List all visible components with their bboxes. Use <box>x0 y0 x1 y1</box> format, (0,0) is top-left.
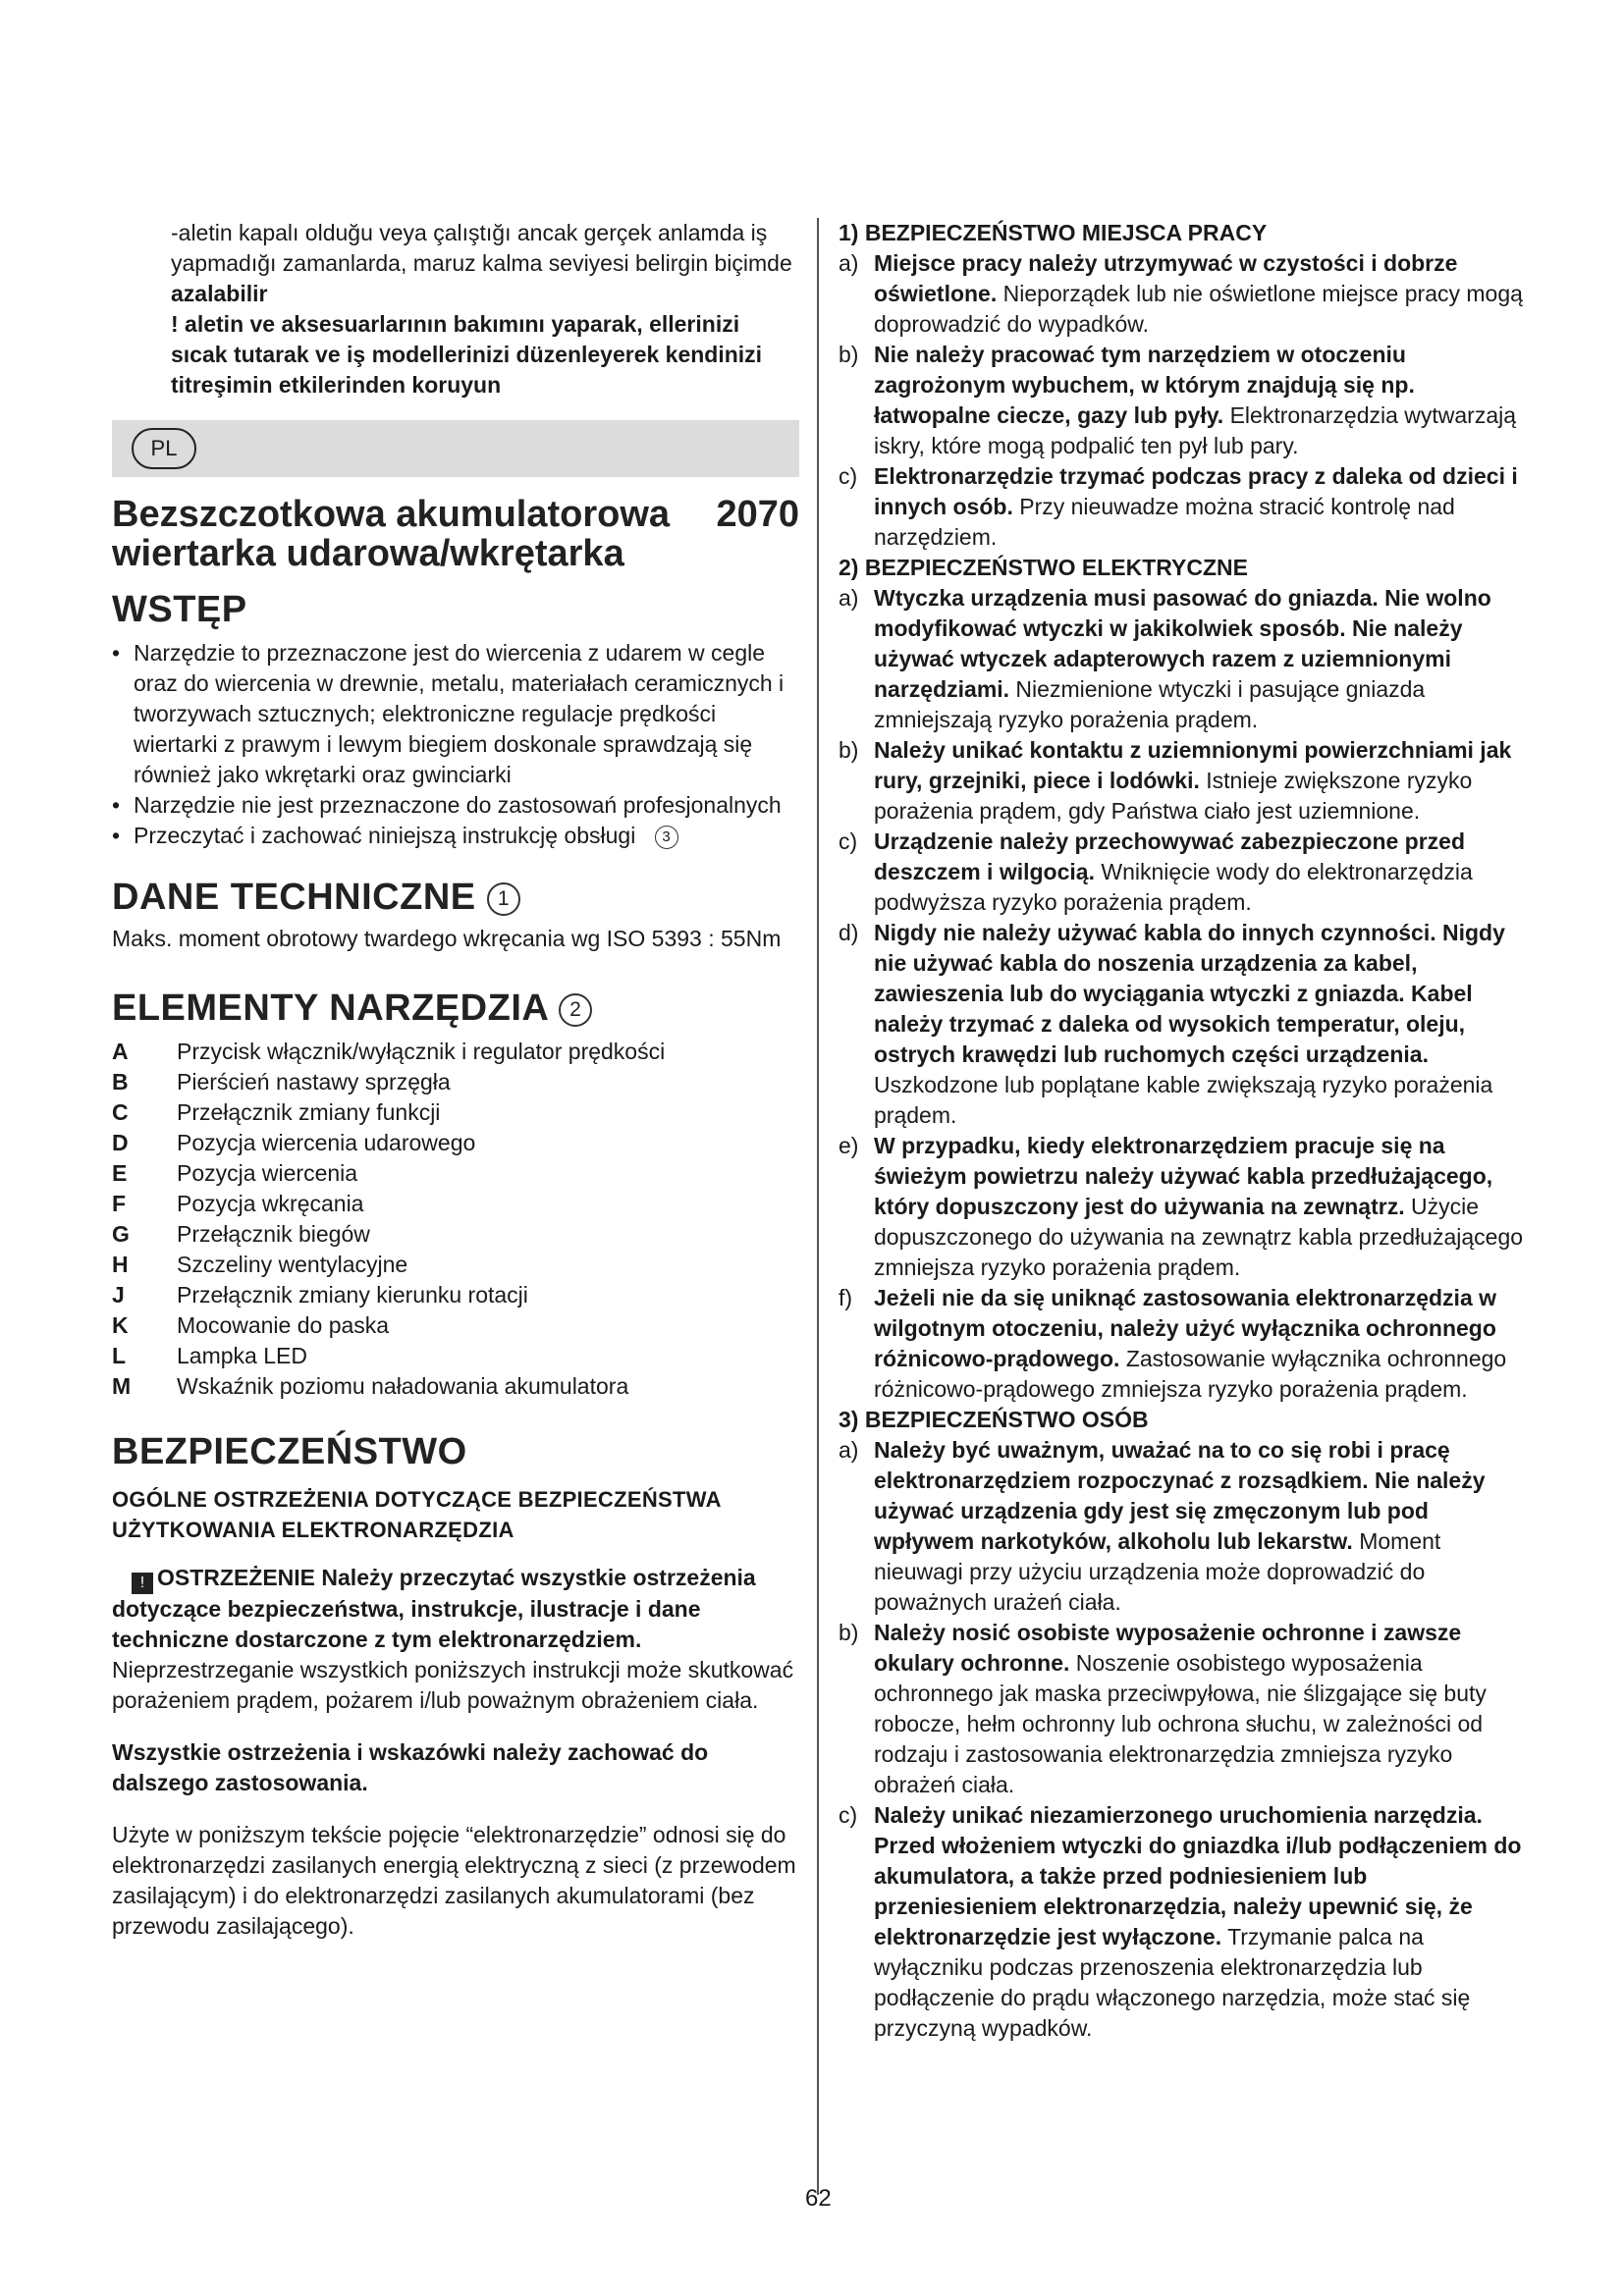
intro-bullet-text: Przeczytać i zachować niniejszą instrukcję obsługi <box>134 823 636 848</box>
intro-list <box>112 638 799 851</box>
element-text: Przełącznik zmiany kierunku rotacji <box>177 1282 528 1308</box>
section-heading: 1) BEZPIECZEŃSTWO MIEJSCA PRACY <box>839 220 1268 245</box>
item-label: a) <box>839 1437 859 1463</box>
item-label: c) <box>839 1802 858 1828</box>
item-text: Noszenie osobistego wyposażenia ochronnego jak maska przeciwpyłowa, nie ślizgające się buty robocze, hełm ochronny lub ochrona słuchu, w zależności od rodzaju i zastosowania elektronarzędzia zmniejsza ryzyko obrażeń ciała. <box>874 1650 1487 1797</box>
element-letter: E <box>112 1160 128 1186</box>
elements-heading-text: ELEMENTY NARZĘDZIA <box>112 988 548 1029</box>
element-letter: D <box>112 1130 129 1155</box>
page-number: 62 <box>805 2185 832 2212</box>
warning-bold-text: OSTRZEŻENIE Należy przeczytać wszystkie ostrzeżenia dotyczące bezpieczeństwa, instrukcje, ilustracje i dane techniczne dostarczone z tym elektronarzędziem. <box>112 1565 756 1652</box>
item-label: f) <box>839 1285 853 1310</box>
item-text: Zastosowanie wyłącznika ochronnego różnicowo-prądowego zmniejsza ryzyko porażenia prądem. <box>874 1346 1507 1402</box>
item-label: e) <box>839 1133 859 1158</box>
safety-item <box>839 583 1526 735</box>
safety-item <box>839 1618 1526 1800</box>
tech-text: Maks. moment obrotowy twardego wkręcania wg ISO 5393 : 55Nm <box>112 926 782 951</box>
item-text: Moment nieuwagi przy użyciu urządzenia może doprowadzić do poważnych urażeń ciała. <box>874 1528 1441 1615</box>
safety-item <box>839 918 1526 1131</box>
element-text: Pozycja wiercenia udarowego <box>177 1130 476 1155</box>
item-text: Wniknięcie wody do elektronarzędzia podwyższa ryzyko porażenia prądem. <box>874 859 1473 915</box>
element-letter: C <box>112 1099 129 1125</box>
element-text: Pozycja wiercenia <box>177 1160 358 1186</box>
element-text: Szczeliny wentylacyjne <box>177 1252 408 1277</box>
item-label: b) <box>839 1620 859 1645</box>
warning-triangle-icon: ! <box>132 1573 153 1594</box>
item-bold: W przypadku, kiedy elektronarzędziem pracuje się na świeżym powietrzu należy używać kabla przedłużającego, który dopuszczony jest do używania na zewnątrz. <box>874 1133 1493 1219</box>
keep-note: Wszystkie ostrzeżenia i wskazówki należy zachować do dalszego zastosowania. <box>112 1739 709 1795</box>
element-text: Pozycja wkręcania <box>177 1191 364 1216</box>
section-heading: 2) BEZPIECZEŃSTWO ELEKTRYCZNE <box>839 555 1248 580</box>
language-badge: PL <box>132 428 196 469</box>
elements-figure-badge: 2 <box>559 993 592 1027</box>
turkish-tail-text: -aletin kapalı olduğu veya çalıştığı ancak gerçek anlamda iş yapmadığı zamanlarda, maruz kalma seviyesi belirgin biçimde <box>171 220 792 276</box>
safety-item <box>839 248 1526 340</box>
tech-heading-text: DANE TECHNICZNE <box>112 877 476 918</box>
element-letter: K <box>112 1312 129 1338</box>
element-row <box>112 1128 665 1158</box>
element-row <box>112 1067 665 1097</box>
item-text: Istnieje zwiększone ryzyko porażenia prądem, gdy Państwa ciało jest uziemnione. <box>874 768 1473 824</box>
product-title-line1: Bezszczotkowa akumulatorowa <box>112 494 671 535</box>
tech-figure-badge: 1 <box>487 882 520 916</box>
item-bold: Należy unikać kontaktu z uziemnionymi powierzchniami jak rury, grzejniki, piece i lodówki. <box>874 737 1512 793</box>
element-text: Wskaźnik poziomu naładowania akumulatora <box>177 1373 629 1399</box>
item-bold: Jeżeli nie da się uniknąć zastosowania elektronarzędzia w wilgotnym otoczeniu, należy użyć wyłącznika ochronnego różnicowo-prądowego. <box>874 1285 1497 1371</box>
element-row <box>112 1280 665 1310</box>
item-bold: Należy unikać niezamierzonego uruchomienia narzędzia. Przed włożeniem wtyczki do gniazdka i/lub podłączeniem do akumulatora, a także przed podniesieniem lub przeniesieniem elektronarzędzia, należy upewnić się, że elektronarzędzie jest wyłączone. <box>874 1802 1522 1949</box>
item-bold: Nigdy nie należy używać kabla do innych czynności. Nigdy nie używać kabla do noszenia urządzenia za kabel, zawieszenia lub do wyciągania wtyczki z gniazda. Kabel należy trzymać z daleka od wysokich temperatur, oleju, ostrych krawędzi lub ruchomych części urządzenia. <box>874 920 1505 1067</box>
elements-list <box>112 1037 665 1402</box>
element-letter: G <box>112 1221 130 1247</box>
item-label: d) <box>839 920 859 945</box>
right-column <box>839 218 1526 2044</box>
item-text: Przy nieuwadze można stracić kontrolę nad narzędziem. <box>874 494 1455 550</box>
safety-item <box>839 735 1526 827</box>
item-text: Elektronarzędzia wytwarzają iskry, które mogą podpalić ten pył lub pary. <box>874 402 1517 458</box>
item-label: c) <box>839 828 858 854</box>
item-text: Nieporządek lub nie oświetlone miejsce pracy mogą doprowadzić do wypadków. <box>874 281 1523 337</box>
element-row <box>112 1371 665 1402</box>
turkish-tail-bold: azalabilir <box>171 281 268 306</box>
item-label: b) <box>839 737 859 763</box>
item-bold: Należy być uważnym, uważać na to co się robi i pracę elektronarzędziem rozpoczynać z rozsądkiem. Nie należy używać urządzenia gdy jest się zmęczonym lub pod wpływem narkotyków, alkoholu lub lekarstw. <box>874 1437 1486 1554</box>
safety-subheading: OGÓLNE OSTRZEŻENIA DOTYCZĄCE BEZPIECZEŃSTWA UŻYTKOWANIA ELEKTRONARZĘDZIA <box>112 1487 721 1542</box>
element-row <box>112 1219 665 1250</box>
element-text: Przełącznik biegów <box>177 1221 370 1247</box>
element-row <box>112 1250 665 1280</box>
element-letter: J <box>112 1282 125 1308</box>
item-bold: Wtyczka urządzenia musi pasować do gniazda. Nie wolno modyfikować wtyczki w jakikolwiek sposób. Nie należy używać wtyczek adapterowych razem z uziemnionymi narzędziami. <box>874 585 1491 702</box>
tech-heading <box>112 877 799 918</box>
item-bold: Elektronarzędzie trzymać podczas pracy z daleka od dzieci i innych osób. <box>874 463 1518 519</box>
item-label: a) <box>839 250 859 276</box>
item-text: Uszkodzone lub poplątane kable zwiększają ryzyko porażenia prądem. <box>874 1072 1493 1128</box>
safety-item <box>839 1131 1526 1283</box>
warning-text: Nieprzestrzeganie wszystkich poniższych instrukcji może skutkować porażeniem prądem, pożarem i/lub poważnym obrażeniem ciała. <box>112 1657 794 1713</box>
term-note: Użyte w poniższym tekście pojęcie “elektronarzędzie” odnosi się do elektronarzędzi zasilanych energią elektryczną z sieci (z przewodem zasilającym) i do elektronarzędzi zasilanych akumulatorami (bez przewodu zasilającego). <box>112 1822 796 1939</box>
safety-item <box>839 461 1526 553</box>
item-text: Trzymanie palca na wyłączniku podczas przenoszenia elektronarzędzia lub podłączenie do prądu włączonego narzędzia, może stać się przyczyną wypadków. <box>874 1924 1471 2041</box>
item-label: c) <box>839 463 858 489</box>
element-row <box>112 1310 665 1341</box>
element-text: Lampka LED <box>177 1343 307 1368</box>
element-letter: B <box>112 1069 129 1095</box>
section-heading: 3) BEZPIECZEŃSTWO OSÓB <box>839 1407 1149 1432</box>
intro-bullet <box>112 821 799 851</box>
product-title <box>112 495 799 573</box>
element-row <box>112 1158 665 1189</box>
language-bar <box>112 420 799 477</box>
product-title-line2: wiertarka udarowa/wkrętarka <box>112 533 624 574</box>
element-text: Przycisk włącznik/wyłącznik i regulator prędkości <box>177 1039 666 1064</box>
item-text: Niezmienione wtyczki i pasujące gniazda zmniejszają ryzyko porażenia prądem. <box>874 676 1426 732</box>
safety-item <box>839 340 1526 461</box>
intro-heading: WSTĘP <box>112 589 247 630</box>
item-bold: Urządzenie należy przechowywać zabezpieczone przed deszczem i wilgocią. <box>874 828 1466 884</box>
element-row <box>112 1037 665 1067</box>
element-letter: A <box>112 1039 129 1064</box>
safety-item <box>839 1800 1526 2044</box>
safety-heading: BEZPIECZEŃSTWO <box>112 1431 467 1472</box>
item-bold: Nie należy pracować tym narzędziem w otoczeniu zagrożonym wybuchem, w którym znajdują się np. łatwopalne ciecze, gazy lub pyły. <box>874 342 1415 428</box>
element-letter: L <box>112 1343 127 1368</box>
column-divider <box>817 218 819 2195</box>
figure-ref-badge: 3 <box>655 826 678 849</box>
turkish-tail-note: ! aletin ve aksesuarlarının bakımını yaparak, ellerinizi sıcak tutarak ve iş modellerinizi düzenleyerek kendinizi titreşimin etkilerinden koruyun <box>171 311 763 398</box>
item-label: b) <box>839 342 859 367</box>
safety-item <box>839 1283 1526 1405</box>
item-bold: Należy nosić osobiste wyposażenie ochronne i zawsze okulary ochronne. <box>874 1620 1462 1676</box>
element-row <box>112 1097 665 1128</box>
intro-bullet: • Narzędzie to przeznaczone jest do wiercenia z udarem w cegle oraz do wiercenia w drewnie, metalu, materiałach ceramicznych i tworzywach sztucznych; elektroniczne regulacje prędkości wiertarki z prawym i lewym biegiem doskonale sprawdzają się również jako wkrętarki oraz gwinciarki <box>112 638 799 790</box>
safety-warning <box>112 1563 799 1716</box>
turkish-tail <box>112 218 799 400</box>
intro-bullet: • Narzędzie nie jest przeznaczone do zastosowań profesjonalnych <box>112 790 799 821</box>
element-letter: M <box>112 1373 132 1399</box>
element-letter: F <box>112 1191 127 1216</box>
safety-item <box>839 1435 1526 1618</box>
item-bold: Miejsce pracy należy utrzymywać w czystości i dobrze oświetlone. <box>874 250 1458 306</box>
product-model: 2070 <box>716 494 799 535</box>
item-text: Użycie dopuszczonego do używania na zewnątrz kabla przedłużającego zmniejsza ryzyko porażenia prądem. <box>874 1194 1524 1280</box>
left-column <box>112 218 799 1942</box>
element-letter: H <box>112 1252 129 1277</box>
safety-item <box>839 827 1526 918</box>
item-label: a) <box>839 585 859 611</box>
element-row <box>112 1341 665 1371</box>
element-text: Pierścień nastawy sprzęgła <box>177 1069 451 1095</box>
elements-heading <box>112 988 799 1029</box>
element-row <box>112 1189 665 1219</box>
tech-data <box>112 924 799 954</box>
element-text: Przełącznik zmiany funkcji <box>177 1099 441 1125</box>
element-text: Mocowanie do paska <box>177 1312 390 1338</box>
